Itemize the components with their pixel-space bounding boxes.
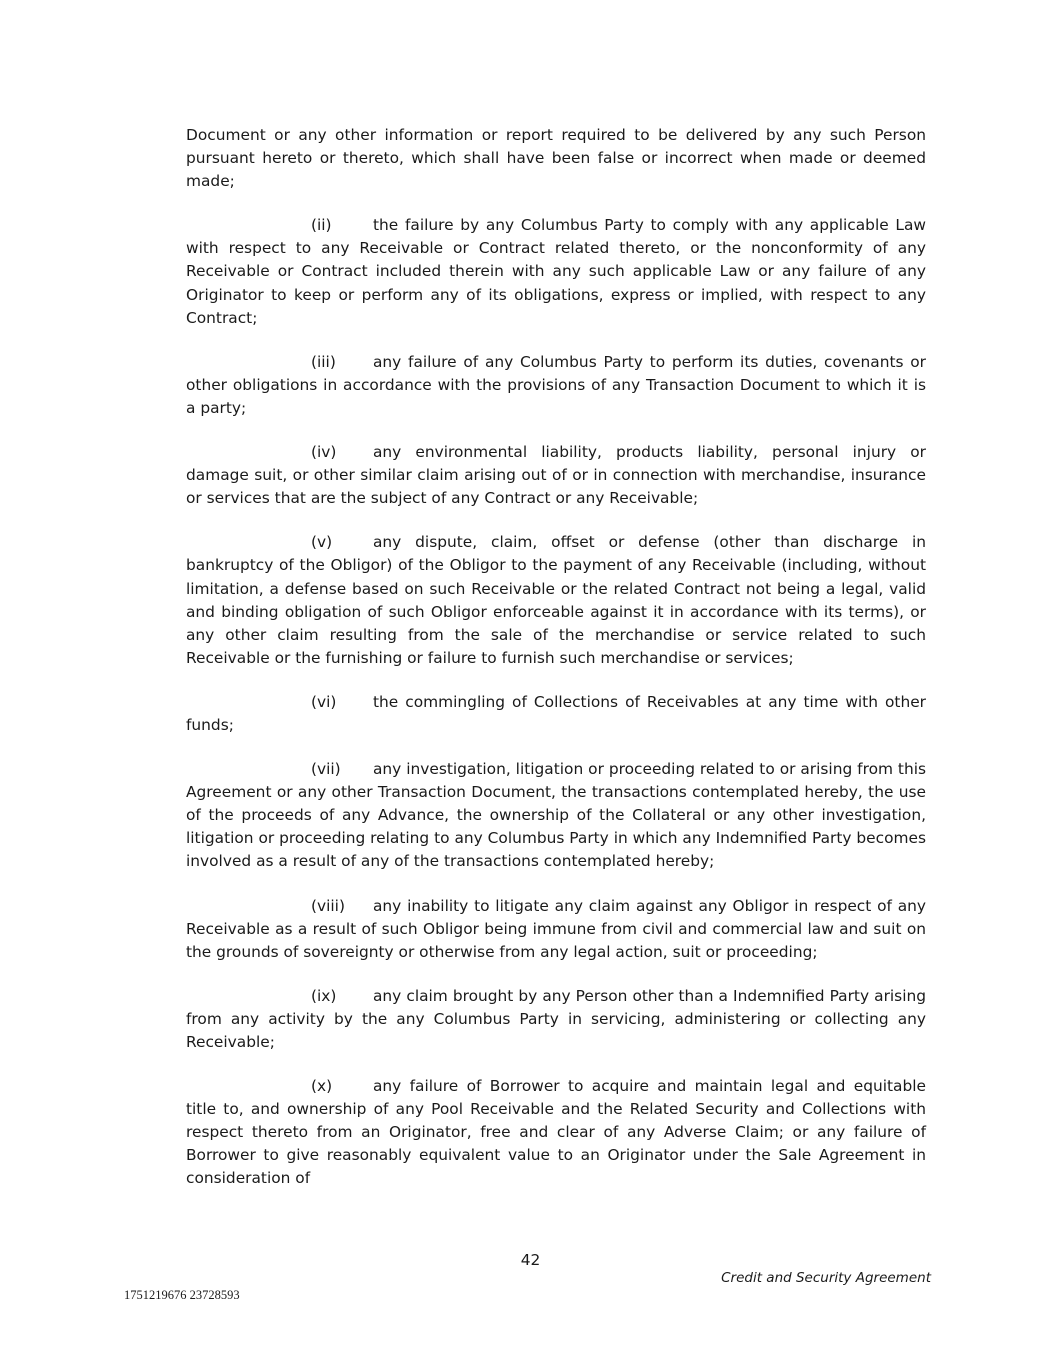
list-item-ix bbox=[186, 985, 926, 1054]
item-number: (vii) bbox=[311, 760, 341, 779]
item-text: any failure of any Columbus Party to perform its duties, covenants or other obligations in accordance with the provisions of any Transaction Document to which it is a party; bbox=[186, 352, 926, 417]
item-text: any environmental liability, products liability, personal injury or damage suit, or other similar claim arising out of or in connection with merchandise, insurance or services that are the subject of any Contract or any Receivable; bbox=[186, 443, 926, 508]
item-text: any claim brought by any Person other than a Indemnified Party arising from any activity by the any Columbus Party in servicing, administering or collecting any Receivable; bbox=[186, 986, 926, 1051]
item-number: (x) bbox=[311, 1077, 333, 1096]
page-number: 42 bbox=[520, 1251, 541, 1269]
item-text: the failure by any Columbus Party to comply with any applicable Law with respect to any Receivable or Contract related thereto, or the nonconformity of any Receivable or Contract included therein with any such applicable Law or any failure of any Originator to keep or perform any of its obligations, express or implied, with respect to any Contract; bbox=[186, 216, 926, 327]
item-text: any investigation, litigation or proceeding related to or arising from this Agreement or any other Transaction Document, the transactions contemplated hereby, the use of the proceeds of any Advance, the ownership of the Collateral or any other investigation, litigation or proceeding relating to any Columbus Party in which any Indemnified Party becomes involved as a result of any of the transactions contemplated hereby; bbox=[186, 760, 926, 871]
item-text: any inability to litigate any claim against any Obligor in respect of any Receivable as a result of such Obligor being immune from civil and commercial law and suit on the grounds of sovereignty or otherwise from any legal action, suit or proceeding; bbox=[186, 896, 926, 961]
item-number: (ix) bbox=[311, 986, 337, 1005]
item-text: any dispute, claim, offset or defense (other than discharge in bankruptcy of the Obligor) of the Obligor to the payment of any Receivable (including, without limitation, a defense based on such Receivable or the related Contract not being a legal, valid and binding obligation of such Obligor enforceable against it in accordance with its terms), or any other claim resulting from the sale of the merchandise or service related to such Receivable or the furnishing or failure to furnish such merchandise or services; bbox=[186, 533, 926, 667]
item-number: (vi) bbox=[311, 692, 337, 711]
list-item-iii bbox=[186, 351, 926, 420]
list-item-x bbox=[186, 1075, 926, 1190]
item-number: (viii) bbox=[311, 896, 345, 915]
item-text: the commingling of Collections of Receivables at any time with other funds; bbox=[186, 692, 926, 734]
list-item-vi bbox=[186, 691, 926, 737]
list-item-iv bbox=[186, 441, 926, 510]
footer-document-title: Credit and Security Agreement bbox=[721, 1270, 931, 1286]
item-number: (iv) bbox=[311, 443, 337, 462]
document-body bbox=[186, 124, 926, 1212]
list-item-vii bbox=[186, 758, 926, 873]
list-item-v bbox=[186, 531, 926, 670]
footer-document-id: 1751219676 23728593 bbox=[124, 1288, 240, 1302]
item-number: (ii) bbox=[311, 216, 332, 235]
list-item-viii bbox=[186, 895, 926, 964]
item-number: (iii) bbox=[311, 352, 336, 371]
item-number: (v) bbox=[311, 533, 333, 552]
list-item-ii bbox=[186, 214, 926, 329]
item-text: any failure of Borrower to acquire and maintain legal and equitable title to, and ownership of any Pool Receivable and the Related Security and Collections with respect thereto from an Originator, free and clear of any Adverse Claim; or any failure of Borrower to give reasonably equivalent value to an Originator under the Sale Agreement in consideration of bbox=[186, 1077, 926, 1188]
paragraph-continuation: Document or any other information or report required to be delivered by any such Person pursuant hereto or thereto, which shall have been false or incorrect when made or deemed made; bbox=[186, 126, 926, 191]
